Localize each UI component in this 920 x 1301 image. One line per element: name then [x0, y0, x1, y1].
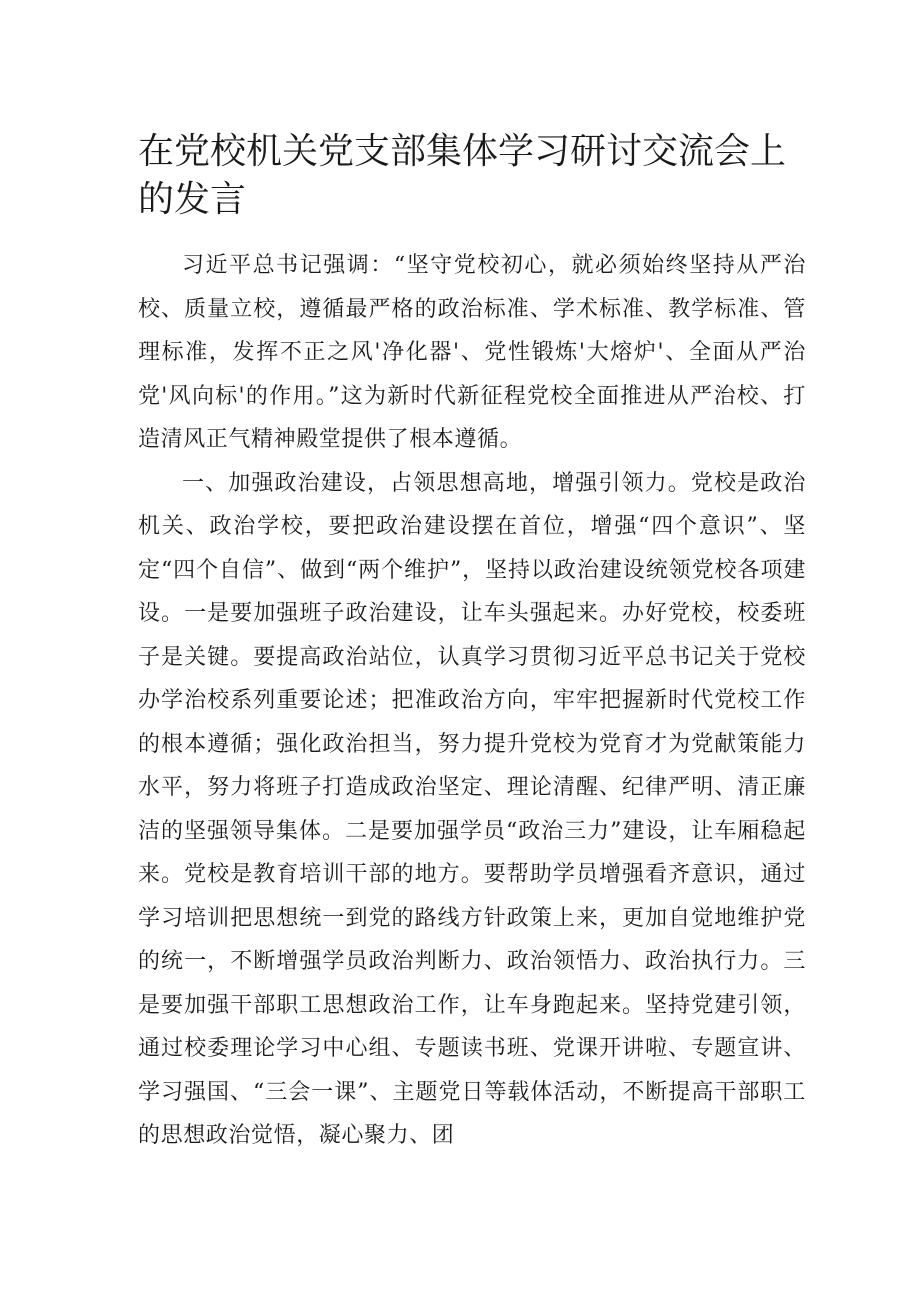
- paragraph-intro: 习近平总书记强调：“坚守党校初心，就必须始终坚持从严治校、质量立校，遵循最严格的政治标准、学术标准、教学标准、管理标准，发挥不正之风'净化器'、党性锻炼'大熔炉'、全面从严治党'风向标'的作用。”这为新时代新征程党校全面推进从严治校、打造清风正气精神殿堂提供了根本遵循。: [138, 253, 806, 452]
- document-page: [138, 128, 806, 1158]
- paragraph-political-construction: 一、加强政治建设，占领思想高地，增强引领力。党校是政治机关、政治学校，要把政治建设摆在首位，增强“四个意识”、坚定“四个自信”、做到“两个维护”，坚持以政治建设统领党校各项建设。一是要加强班子政治建设，让车头强起来。办好党校，校委班子是关键。要提高政治站位，认真学习贯彻习近平总书记关于党校办学治校系列重要论述；把准政治方向，牢牢把握新时代党校工作的根本遵循；强化政治担当，努力提升党校为党育才为党献策能力水平，努力将班子打造成政治坚定、理论清醒、纪律严明、清正廉洁的坚强领导集体。二是要加强学员“政治三力”建设，让车厢稳起来。党校是教育培训干部的地方。要帮助学员增强看齐意识，通过学习培训把思想统一到党的路线方针政策上来，更加自觉地维护党的统一，不断增强学员政治判断力、政治领悟力、政治执行力。三是要加强干部职工思想政治工作，让车身跑起来。坚持党建引领，通过校委理论学习中心组、专题读书班、党课开讲啦、专题宣讲、学习强国、“三会一课”、主题党日等载体活动，不断提高干部职工的思想政治觉悟，凝心聚力、团: [138, 470, 806, 1148]
- document-title: 在党校机关党支部集体学习研讨交流会上的发言: [138, 131, 787, 220]
